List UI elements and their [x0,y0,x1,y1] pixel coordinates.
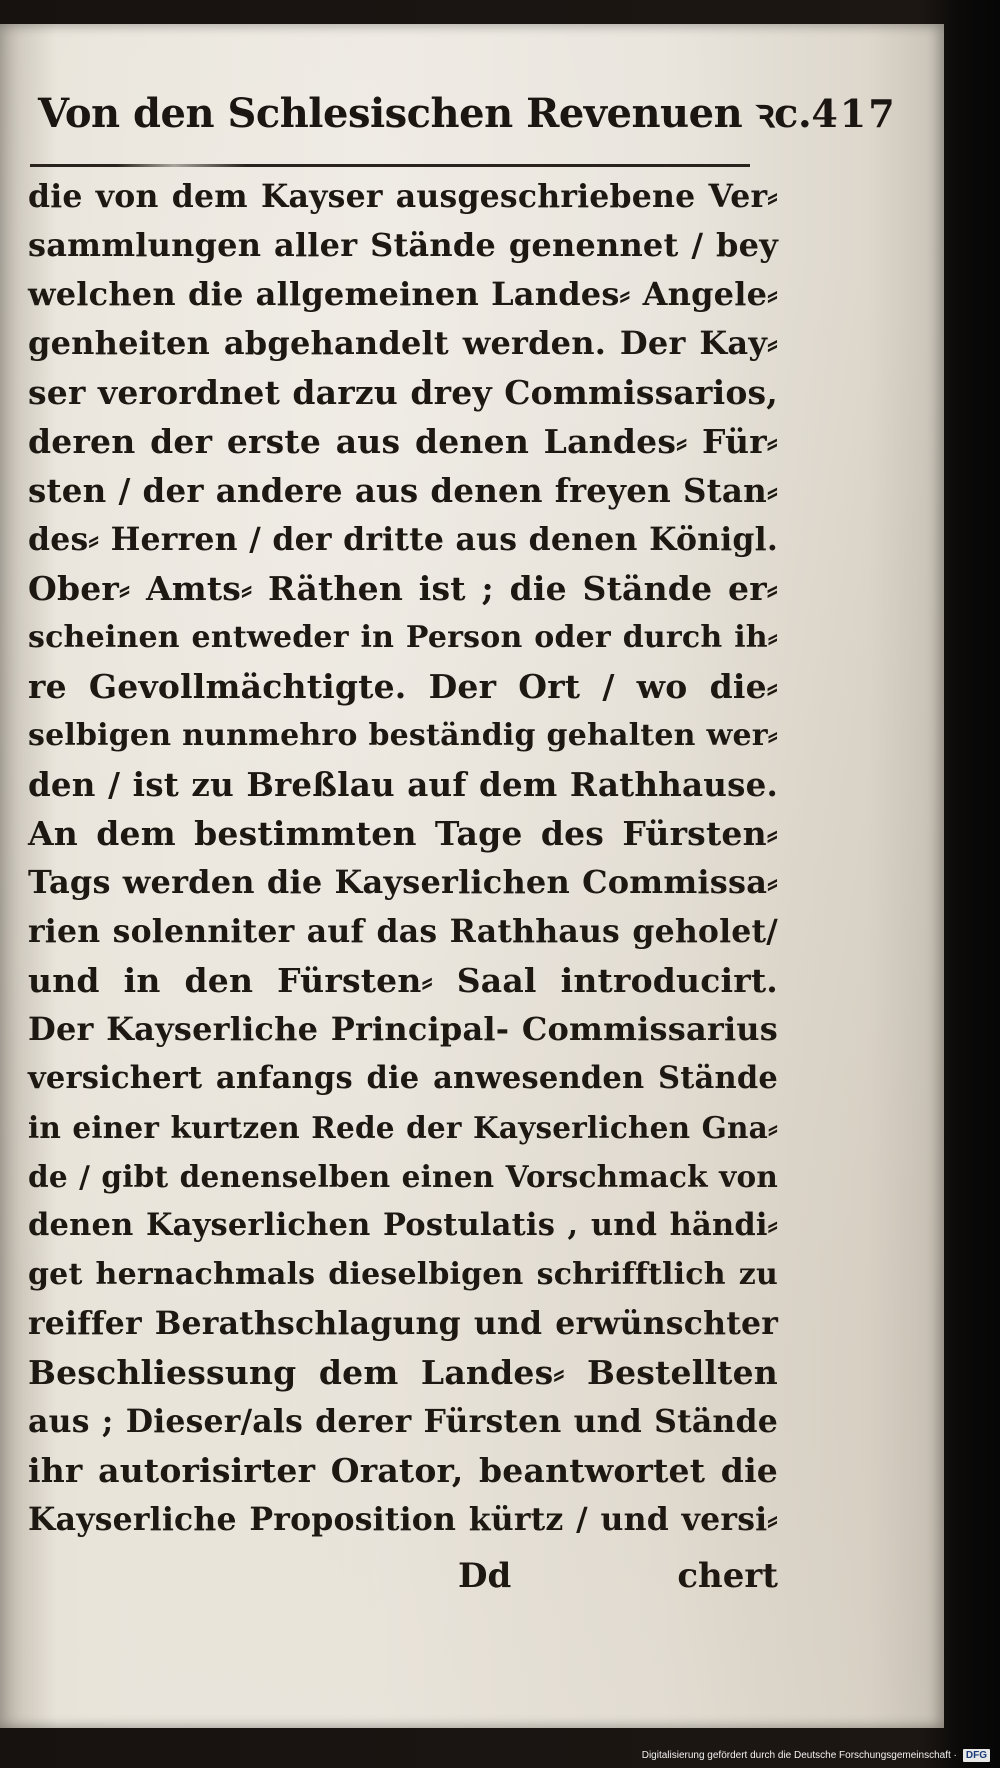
text-line: re Gevollmächtigte. Der Ort / wo die⸗ [28,667,778,706]
text-line: deren der erste aus denen Landes⸗ Für⸗ [28,422,778,461]
text-line: Der Kayserliche Principal- Commissarius [28,1010,778,1048]
text-line: versichert anfangs die anwesenden Stände [28,1060,778,1096]
text-line: Ober⸗ Amts⸗ Räthen ist ; die Stände er⸗ [28,569,778,608]
running-title: Von den Schlesischen Revenuen ꝛc. [38,90,812,137]
page-footer [28,1556,778,1608]
text-line: welchen die allgemeinen Landes⸗ Angele⸗ [28,275,778,313]
text-line: genheiten abgehandelt werden. Der Kay⸗ [28,324,778,362]
text-line: sammlungen aller Stände genennet / bey [28,226,778,264]
header-rule [30,164,750,167]
text-line: und in den Fürsten⸗ Saal introducirt. [28,961,778,1000]
dfg-logo-icon: DFG [963,1749,990,1762]
text-line: de / gibt denenselben einen Vorschmack von [28,1159,778,1194]
text-line: reiffer Berathschlagung und erwünschter [28,1305,778,1342]
credit-text: Digitalisierung gefördert durch die Deutsche Forschungsgemeinschaft · [641,1750,957,1761]
text-line: Kayserliche Proposition kürtz / und versi⸗ [28,1501,778,1538]
text-line: selbigen nunmehro beständig gehalten wer⸗ [28,718,778,753]
text-line: Beschliessung dem Landes⸗ Bestellten [28,1353,778,1392]
text-line: aus ; Dieser/als derer Fürsten und Stände [28,1403,778,1440]
text-line: get hernachmals dieselbigen schrifftlich zu [28,1257,778,1292]
book-page [0,24,944,1728]
running-header [38,84,897,144]
text-line: rien solenniter auf das Rathhaus geholet/ [28,913,778,950]
digitization-credit [642,1749,990,1762]
text-line: scheinen entweder in Person oder durch ih⸗ [28,620,778,655]
body-text [28,172,778,1544]
text-line: den / ist zu Breßlau auf dem Rathhause. [28,765,778,804]
text-line: die von dem Kayser ausgeschriebene Ver⸗ [28,178,778,215]
text-line: Tags werden die Kayserlichen Commissa⸗ [28,863,778,901]
text-line: denen Kayserlichen Postulatis , und händi⸗ [28,1207,778,1243]
text-line: ser verordnet darzu drey Commissarios, [28,373,778,412]
text-line: An dem bestimmten Tage des Fürsten⸗ [28,814,778,853]
page-number: 417 [811,91,897,136]
text-line: sten / der andere aus denen freyen Stan⸗ [28,471,778,510]
text-line: in einer kurtzen Rede der Kayserlichen Gna⸗ [28,1110,778,1145]
signature-mark: Dd [458,1556,512,1596]
text-line: des⸗ Herren / der dritte aus denen Königl. [28,521,778,558]
catchword: chert [677,1556,778,1596]
text-line: ihr autorisirter Orator, beantwortet die [28,1451,778,1490]
